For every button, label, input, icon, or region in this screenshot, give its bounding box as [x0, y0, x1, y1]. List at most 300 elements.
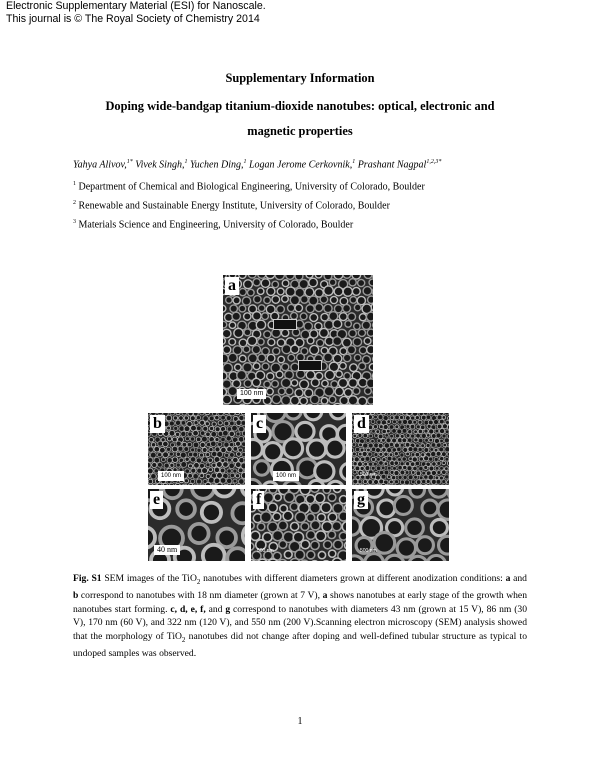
- nanotube-pore: [413, 420, 417, 424]
- nanotube-pore: [282, 345, 291, 354]
- nanotube-pore: [424, 456, 429, 461]
- nanotube-pore: [393, 466, 397, 470]
- nanotube-pore: [233, 446, 238, 451]
- nanotube-pore: [223, 462, 229, 468]
- nanotube-pore: [331, 381, 338, 388]
- nanotube-pore: [329, 550, 336, 557]
- nanotube-pore: [191, 479, 195, 483]
- nanotube-pore: [366, 379, 373, 388]
- nanotube-pore: [431, 479, 436, 484]
- nanotube-pore: [378, 500, 395, 517]
- nanotube-pore: [188, 452, 193, 457]
- nanotube-pore: [387, 466, 391, 470]
- nanotube-pore: [226, 478, 231, 483]
- nanotube-pore: [300, 489, 310, 495]
- nanotube-pore: [359, 443, 363, 447]
- affiliation-text: Renewable and Sustainable Energy Institute, University of Colorado, Boulder: [76, 200, 390, 212]
- nanotube-pore: [355, 484, 360, 485]
- caption-text: nanotubes with different diameters grown at different anodization conditions:: [200, 573, 506, 584]
- nanotube-pore: [152, 484, 157, 485]
- nanotube-pore: [445, 447, 449, 452]
- nanotube-pore: [205, 413, 210, 415]
- nanotube-pore: [236, 452, 241, 457]
- author-sup: 1,2,3*: [426, 159, 442, 165]
- nanotube-pore: [229, 322, 235, 328]
- nanotube-pore: [368, 462, 372, 466]
- panel-label: a: [225, 277, 239, 295]
- nanotube-pore: [286, 275, 295, 279]
- nanotube-pore: [398, 420, 402, 424]
- nanotube-pore: [369, 434, 373, 438]
- nanotube-pore: [307, 404, 314, 405]
- nanotube-pore: [343, 354, 351, 362]
- nanotube-pore: [352, 556, 364, 561]
- nanotube-pore: [184, 479, 188, 483]
- nanotube-pore: [352, 518, 360, 536]
- nanotube-pore: [272, 395, 281, 404]
- nanotube-pore: [363, 443, 368, 448]
- nanotube-pore: [392, 429, 397, 434]
- nanotube-pore: [362, 321, 370, 329]
- nanotube-pore: [244, 280, 253, 289]
- nanotube-pore: [182, 413, 187, 415]
- nanotube-pore: [175, 420, 180, 425]
- nanotube-pore: [169, 483, 174, 485]
- nanotube-pore: [226, 436, 231, 441]
- nanotube-pore: [176, 463, 180, 467]
- nanotube-pore: [244, 427, 245, 431]
- nanotube-pore: [148, 443, 150, 447]
- nanotube-pore: [364, 338, 371, 345]
- nanotube-pore: [429, 484, 434, 485]
- nanotube-pore: [425, 439, 429, 443]
- nanotube-pore: [310, 395, 319, 404]
- nanotube-pore: [367, 329, 373, 336]
- nanotube-pore: [291, 345, 299, 353]
- nanotube-pore: [350, 297, 357, 304]
- nanotube-pore: [402, 457, 406, 461]
- nanotube-pore: [196, 416, 200, 420]
- sem-panel-e: [148, 489, 245, 561]
- nanotube-pore: [149, 437, 154, 442]
- nanotube-pore: [251, 543, 254, 550]
- scale-bar: 500 nm: [360, 548, 377, 554]
- nanotube-pore: [172, 457, 178, 463]
- nanotube-pore: [406, 519, 424, 537]
- nanotube-pore: [353, 434, 357, 438]
- nanotube-pore: [180, 452, 186, 458]
- nanotube-pore: [285, 413, 301, 419]
- nanotube-pore: [407, 466, 412, 471]
- nanotube-pore: [374, 453, 378, 457]
- nanotube-pore: [251, 479, 262, 485]
- nanotube-pore: [366, 438, 370, 442]
- nanotube-pore: [217, 472, 223, 478]
- nanotube-pore: [227, 427, 232, 432]
- nanotube-pore: [332, 558, 342, 561]
- nanotube-pore: [254, 296, 262, 304]
- nanotube-pore: [223, 346, 231, 354]
- nanotube-pore: [411, 453, 415, 457]
- nanotube-pore: [243, 523, 245, 547]
- caption-bold: b: [73, 590, 79, 602]
- nanotube-pore: [379, 425, 383, 429]
- nanotube-pore: [278, 356, 285, 363]
- caption-bold: c, d, e, f,: [170, 603, 206, 615]
- nanotube-pore: [268, 339, 275, 346]
- nanotube-pore: [419, 457, 423, 461]
- nanotube-pore: [233, 479, 237, 483]
- nanotube-pore: [224, 484, 229, 485]
- nanotube-pore: [261, 512, 272, 523]
- nanotube-pore: [223, 372, 227, 380]
- nanotube-pore: [148, 458, 153, 463]
- scale-bar: 500 nm: [257, 548, 274, 554]
- nanotube-pore: [416, 433, 421, 438]
- nanotube-pore: [276, 371, 283, 378]
- nanotube-pore: [439, 536, 449, 554]
- author-name: Prashant Nagpal: [355, 159, 427, 171]
- nanotube-pore: [359, 314, 366, 321]
- nanotube-pore: [304, 322, 312, 330]
- nanotube-pore: [224, 421, 229, 426]
- nanotube-pore: [324, 541, 332, 549]
- nanotube-pore: [267, 373, 274, 380]
- nanotube-pore: [426, 434, 430, 438]
- caption-label: Fig. S1: [73, 573, 102, 584]
- nanotube-pore: [296, 370, 305, 379]
- nanotube-pore: [405, 462, 409, 466]
- nanotube-pore: [448, 470, 449, 474]
- nanotube-pore: [391, 476, 395, 480]
- nanotube-pore: [315, 304, 323, 312]
- nanotube-pore: [151, 474, 156, 479]
- nanotube-pore: [251, 531, 260, 540]
- nanotube-pore: [241, 413, 245, 415]
- nanotube-pore: [434, 420, 439, 425]
- nanotube-pore: [445, 430, 449, 434]
- nanotube-pore: [414, 438, 418, 442]
- nanotube-pore: [317, 514, 325, 522]
- nanotube-pore: [148, 452, 150, 457]
- nanotube-pore: [328, 494, 336, 502]
- nanotube-pore: [328, 481, 344, 485]
- nanotube-pore: [343, 287, 352, 296]
- nanotube-pore: [336, 371, 342, 377]
- panel-label: d: [354, 415, 369, 433]
- nanotube-pore: [184, 426, 190, 432]
- nanotube-pore: [333, 320, 342, 329]
- nanotube-pore: [419, 484, 423, 485]
- nanotube-pore: [166, 415, 172, 421]
- nanotube-pore: [410, 424, 415, 429]
- nanotube-pore: [424, 465, 428, 469]
- nanotube-pore: [173, 416, 177, 420]
- caption-text: nanotubes did not change after doping and well-defined tubular structure as typical to undoped samples was observed.: [73, 630, 527, 659]
- nanotube-pore: [387, 475, 391, 479]
- scale-bar: 500 nm: [360, 472, 377, 478]
- nanotube-pore: [343, 275, 351, 278]
- nanotube-pore: [421, 444, 425, 448]
- caption-text: correspond to nanotubes with diameters 43 nm (grown at 15 V), 86 nm (30 V), 170 nm (60 V), and 322 nm (120 V), and 550 nm (200 V).Scanning electron microscopy (SEM) analysis showed that the morphology of TiO: [73, 603, 528, 642]
- nanotube-pore: [273, 530, 283, 540]
- nanotube-pore: [268, 503, 277, 512]
- nanotube-pore: [411, 434, 415, 438]
- nanotube-pore: [221, 415, 226, 420]
- nanotube-pore: [426, 415, 431, 420]
- nanotube-pore: [321, 398, 328, 405]
- nanotube-pore: [321, 502, 331, 512]
- nanotube-pore: [415, 452, 420, 457]
- nanotube-pore: [206, 453, 210, 457]
- nanotube-pore: [291, 522, 299, 530]
- nanotube-pore: [307, 440, 325, 458]
- nanotube-pore: [442, 434, 446, 438]
- nanotube-pore: [311, 489, 319, 492]
- nanotube-pore: [405, 471, 409, 475]
- nanotube-pore: [212, 463, 216, 467]
- nanotube-pore: [416, 425, 420, 429]
- nanotube-pore: [406, 434, 410, 438]
- nanotube-pore: [267, 354, 275, 362]
- nanotube-pore: [215, 415, 220, 420]
- nanotube-pore: [329, 396, 336, 403]
- nanotube-pore: [421, 453, 425, 457]
- nanotube-pore: [188, 432, 193, 437]
- nanotube-pore: [181, 421, 186, 426]
- nanotube-pore: [374, 533, 395, 554]
- nanotube-pore: [354, 457, 359, 462]
- nanotube-pore: [405, 443, 410, 448]
- nanotube-pore: [214, 489, 235, 497]
- nanotube-pore: [221, 437, 226, 442]
- nanotube-pore: [403, 465, 407, 469]
- panel-label: g: [354, 491, 368, 509]
- affiliation-sup: 2: [73, 200, 76, 206]
- nanotube-pore: [339, 362, 346, 369]
- nanotube-pore: [333, 489, 341, 492]
- nanotube-pore: [368, 480, 373, 485]
- nanotube-pore: [350, 364, 358, 372]
- nanotube-pore: [301, 523, 309, 531]
- nanotube-pore: [400, 416, 404, 420]
- nanotube-pore: [179, 416, 184, 421]
- nanotube-pore: [261, 279, 270, 288]
- nanotube-pore: [334, 275, 343, 279]
- nanotube-pore: [148, 468, 153, 474]
- nanotube-pore: [235, 462, 241, 468]
- nanotube-pore: [418, 429, 422, 433]
- nanotube-pore: [284, 551, 292, 559]
- nanotube-pore: [429, 438, 433, 442]
- nanotube-pore: [355, 447, 359, 451]
- nanotube-pore: [217, 483, 223, 485]
- nanotube-pore: [447, 452, 449, 456]
- nanotube-pore: [251, 439, 262, 458]
- nanotube-pore: [349, 330, 357, 338]
- nanotube-pore: [358, 433, 362, 437]
- nanotube-pore: [229, 339, 236, 346]
- nanotube-pore: [264, 297, 271, 304]
- nanotube-pore: [358, 279, 365, 286]
- nanotube-pore: [234, 328, 243, 337]
- nanotube-pore: [440, 466, 444, 470]
- nanotube-pore: [170, 463, 174, 467]
- nanotube-pore: [445, 457, 449, 461]
- affiliation-sup: 3: [73, 219, 76, 225]
- nanotube-pore: [394, 470, 399, 475]
- nanotube-pore: [368, 452, 372, 456]
- nanotube-pore: [163, 489, 182, 498]
- nanotube-pore: [376, 466, 381, 471]
- nanotube-pore: [172, 437, 177, 442]
- nanotube-pore: [363, 433, 368, 438]
- nanotube-pore: [196, 479, 201, 484]
- nanotube-pore: [244, 380, 252, 388]
- nanotube-pore: [424, 429, 428, 433]
- nanotube-pore: [430, 448, 434, 452]
- nanotube-pore: [424, 475, 428, 479]
- nanotube-pore: [422, 479, 426, 483]
- nanotube-pore: [248, 275, 256, 278]
- nanotube-pore: [445, 484, 449, 485]
- nanotube-pore: [239, 355, 246, 362]
- nanotube-pore: [227, 548, 245, 561]
- nanotube-pore: [185, 457, 189, 461]
- scale-bar: 40 nm: [154, 545, 180, 555]
- nanotube-pore: [352, 452, 356, 456]
- nanotube-pore: [230, 473, 235, 478]
- sem-texture: [223, 275, 373, 405]
- nanotube-pore: [379, 452, 383, 456]
- nanotube-pore: [413, 466, 417, 470]
- nanotube-pore: [242, 297, 250, 305]
- nanotube-pore: [194, 421, 198, 425]
- nanotube-pore: [360, 466, 364, 470]
- nanotube-pore: [397, 429, 402, 434]
- nanotube-pore: [196, 437, 201, 442]
- nanotube-pore: [258, 275, 266, 278]
- nanotube-pore: [200, 431, 205, 436]
- nanotube-pore: [214, 467, 219, 472]
- nanotube-pore: [223, 354, 228, 363]
- affiliation-2: [73, 200, 390, 211]
- author-name: Yahya Alivov,: [73, 159, 127, 171]
- nanotube-pore: [381, 466, 385, 470]
- nanotube-pore: [418, 420, 422, 424]
- nanotube-pore: [381, 483, 386, 485]
- nanotube-pore: [360, 457, 364, 461]
- nanotube-pore: [306, 531, 315, 540]
- nanotube-pore: [247, 289, 254, 296]
- nanotube-pore: [387, 456, 392, 461]
- nanotube-pore: [315, 323, 322, 330]
- nanotube-pore: [278, 388, 285, 395]
- nanotube-pore: [421, 433, 426, 438]
- nanotube-pore: [257, 288, 263, 294]
- nanotube-pore: [369, 279, 373, 286]
- nanotube-pore: [429, 457, 433, 461]
- nanotube-pore: [414, 475, 418, 479]
- nanotube-pore: [223, 430, 229, 436]
- nanotube-pore: [418, 438, 423, 443]
- nanotube-pore: [187, 442, 191, 446]
- scale-bar: 100 nm: [158, 471, 184, 481]
- nanotube-pore: [338, 378, 347, 387]
- nanotube-pore: [354, 354, 360, 360]
- caption-text: and: [205, 603, 226, 615]
- scale-bar: 100 nm: [237, 389, 266, 399]
- nanotube-pore: [398, 475, 402, 479]
- nanotube-pore: [408, 447, 413, 452]
- nanotube-pore: [158, 453, 162, 457]
- nanotube-pore: [329, 279, 336, 286]
- nanotube-pore: [209, 426, 213, 430]
- nanotube-pore: [282, 363, 289, 370]
- nanotube-pore: [232, 425, 238, 431]
- nanotube-pore: [354, 304, 361, 311]
- nanotube-pore: [194, 484, 199, 485]
- nanotube-pore: [398, 465, 402, 469]
- nanotube-pore: [367, 448, 371, 452]
- nanotube-pore: [202, 468, 208, 474]
- nanotube-pore: [443, 443, 447, 447]
- nanotube-pore: [284, 439, 303, 458]
- nanotube-pore: [235, 441, 240, 446]
- nanotube-pore: [301, 296, 309, 304]
- nanotube-pore: [407, 413, 412, 415]
- nanotube-pore: [364, 275, 372, 278]
- nanotube-pore: [330, 413, 346, 419]
- nanotube-pore: [371, 466, 375, 470]
- nanotube-pore: [241, 421, 245, 426]
- nanotube-pore: [310, 314, 318, 322]
- nanotube-pore: [229, 453, 234, 458]
- nanotube-pore: [435, 476, 439, 480]
- author-list: [73, 159, 441, 170]
- nanotube-pore: [290, 396, 299, 405]
- nanotube-pore: [373, 462, 377, 466]
- nanotube-pore: [216, 462, 222, 468]
- nanotube-pore: [398, 458, 402, 462]
- nanotube-pore: [408, 475, 413, 480]
- nanotube-pore: [367, 345, 373, 353]
- header-line-2: This journal is © The Royal Society of Chemistry 2014: [6, 12, 260, 25]
- nanotube-pore: [189, 483, 193, 485]
- nanotube-pore: [439, 476, 443, 480]
- nanotube-pore: [383, 424, 388, 429]
- nanotube-pore: [254, 461, 269, 476]
- nanotube-pore: [432, 462, 436, 466]
- nanotube-pore: [398, 413, 402, 414]
- nanotube-pore: [193, 442, 199, 448]
- measurement-box: [298, 360, 322, 371]
- sem-panel-g: [352, 489, 449, 561]
- nanotube-pore: [445, 475, 449, 479]
- nanotube-pore: [277, 305, 285, 313]
- panel-label: c: [253, 415, 266, 433]
- nanotube-pore: [319, 328, 328, 337]
- caption-bold: a: [322, 590, 328, 602]
- nanotube-pore: [371, 420, 375, 424]
- nanotube-pore: [243, 346, 250, 353]
- nanotube-pore: [226, 297, 233, 304]
- nanotube-pore: [393, 420, 397, 424]
- nanotube-pore: [415, 416, 419, 420]
- nanotube-pore: [335, 387, 344, 396]
- nanotube-pore: [362, 451, 367, 456]
- nanotube-pore: [387, 489, 403, 495]
